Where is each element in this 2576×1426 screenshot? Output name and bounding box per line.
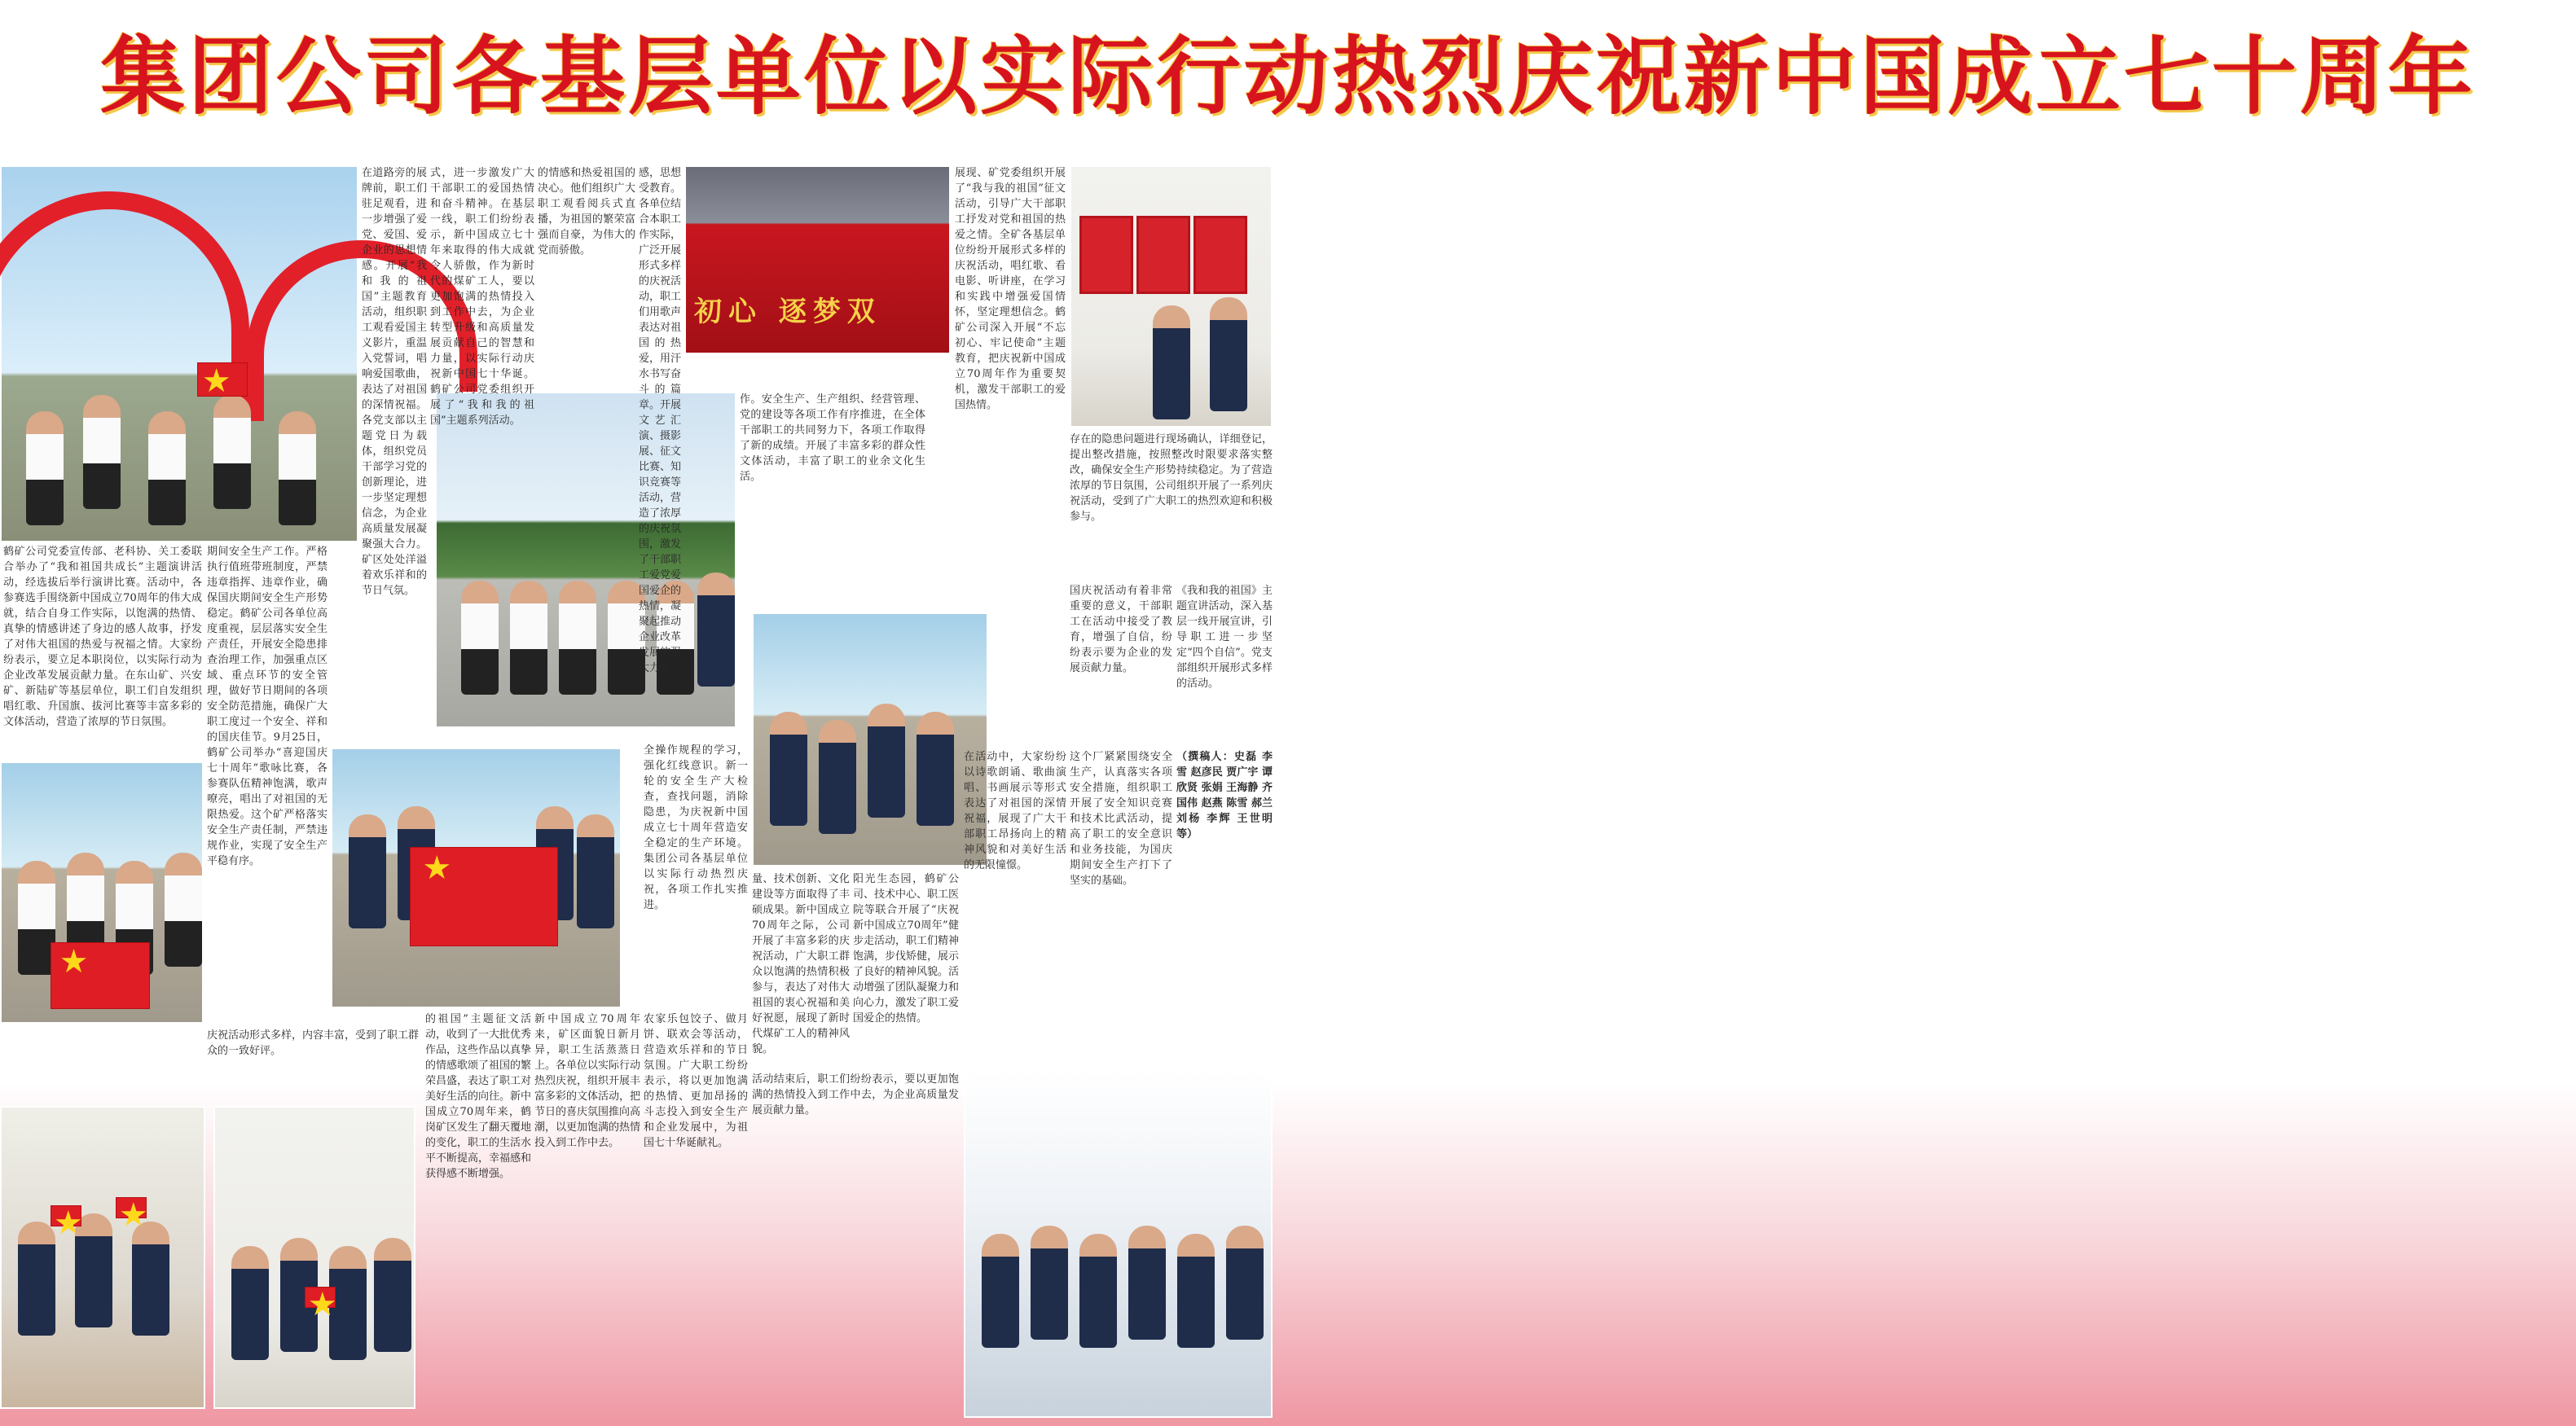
article-column-10: 《我和我的祖国》主题宣讲活动，深入基层一线开展宣讲，引导职工进一步坚定“四个自信”。党支部组织开展形式多样的活动。 [1176,585,1273,690]
small-flag-icon [305,1287,336,1308]
national-flag-icon [51,942,150,1009]
article-column-19: 这个厂紧紧围绕安全生产，认真落实各项安全措施，组织职工开展了安全知识竞赛和技术比武活动，提高了职工的安全意识和业务技能，为国庆期间安全生产打下了坚实的基础。 [1070,751,1172,887]
photo-outdoor-ceremony [0,165,358,542]
article-column-15: 新中国成立70周年来，矿区面貌日新月异，职工生活蒸蒸日上。各单位以实际行动热烈庆祝，组织开展丰富多彩的文体活动，把节日的喜庆氛围推向高潮，以更加饱满的热情投入到工作中去。 [534,1013,641,1149]
article-column-17: 国庆祝活动有着非常重要的意义，干部职工在活动中接受了教育，增强了自信，纷纷表示要为企业的发展贡献力量。 [1070,585,1172,674]
photo-tug-of-war [752,612,988,867]
article-column-8: 展现、矿党委组织开展了“我与我的祖国”征文活动，引导广大干部职工抒发对党和祖国的热爱之情。全矿各基层单位纷纷开展形式多样的庆祝活动，唱红歌、看电影、听讲座，在学习和实践中增强爱国情怀，坚定理想信念。鹤矿公司深入开展“不忘初心、牢记使命”主题教育，把庆祝新中国成立70周年作为重要契机，激发干部职工的爱国热情。 [955,167,1066,411]
article-column-20: （撰稿人：史磊 李雪 赵彦民 贾广宇 谭欣贤 张娟 王海静 齐国伟 赵燕 陈雪 郝兰 刘杨 李辉 王世明 等） [1176,751,1273,840]
article-column-6: 感，思想受教育。各单位结合本职工作实际，广泛开展形式多样的庆祝活动，职工们用歌声表达对祖国的热爱，用汗水书写奋斗的篇章。开展文艺汇演、摄影展、征文比赛、知识竞赛等活动，营造了浓厚的庆祝氛围，激发了干部职工爱党爱国爱企的热情，凝聚起推动企业改革发展的强大力量。 [639,167,682,674]
article-column-21: 活动结束后，职工们纷纷表示，要以更加饱满的热情投入到工作中去，为企业高质量发展贡献力量。 [752,1073,959,1117]
photo-classroom-flags [0,1106,205,1409]
article-column-18: 在活动中，大家纷纷以诗歌朗诵、歌曲演唱、书画展示等形式表达了对祖国的深情祝福，展现了广大干部职工昂扬向上的精神风貌和对美好生活的无限憧憬。 [964,751,1066,871]
article-column-5: 的情感和热爱祖国的决心。他们组织广大职工观看阅兵式直播，为祖国的繁荣富强而自豪，为伟大的党而骄傲。 [538,167,635,257]
article-column-1: 鹤矿公司党委宣传部、老科协、关工委联合举办了“我和祖国共成长”主题演讲活动，经选拔后举行演讲比赛。活动中，各参赛选手围绕新中国成立70周年的伟大成就，结合自身工作实际，以饱满的热情、真挚的情感讲述了身边的感人故事，抒发了对伟大祖国的热爱与祝福之情。大家纷纷表示，要立足本职岗位，以实际行动为企业改革发展贡献力量。在东山矿、兴安矿、新陆矿等基层单位，职工们自发组织唱红歌、升国旗、拔河比赛等丰富多彩的文体活动，营造了浓厚的节日氛围。 [3,546,202,728]
red-display-board [1079,216,1133,294]
page-headline: 集团公司各基层单位以实际行动热烈庆祝新中国成立七十周年 [99,27,2476,126]
article-column-7: 作。安全生产、生产组织、经营管理、党的建设等各项工作有序推进，在全体干部职工的共同努力下，各项工作取得了新的成绩。开展了丰富多彩的群众性文体活动，丰富了职工的业余文化生活。 [740,393,925,483]
photo-group-large-flag [331,748,622,1008]
article-column-3: 在道路旁的展牌前，职工们驻足观看，进一步增强了爱党、爱国、爱企业的思想情感。开展“我和我的祖国”主题教育活动，组织职工观看爱国主义影片，重温入党誓词，唱响爱国歌曲，表达了对祖国的深情祝福。各党支部以主题党日为载体，组织党员干部学习党的创新理论，进一步坚定理想信念，为企业高质量发展凝聚强大合力。矿区处处洋溢着欢乐祥和的节日气氛。 [362,167,427,597]
red-display-board [1193,216,1247,294]
photo-airport-group [964,1069,1273,1418]
national-flag-icon [410,847,558,946]
stage-banner-slogan: 初心 逐梦双 [694,296,881,328]
article-column-12: 量、技术创新、文化建设等方面取得了丰硕成果。新中国成立70周年之际，公司开展了丰富多彩的庆祝活动，广大职工群众以饱满的热情积极参与，表达了对伟大祖国的衷心祝福和美好祝愿，展现了新时代煤矿工人的精神风貌。 [752,873,850,1055]
small-flag-icon [116,1197,147,1218]
photo-indoor-group-flags [213,1106,415,1409]
small-flag-icon [51,1205,81,1226]
article-column-22: 庆祝活动形式多样，内容丰富，受到了职工群众的一致好评。 [207,1029,420,1057]
photo-group-with-flag [0,761,204,1024]
national-flag-icon [197,362,248,397]
photo-parade-forest [435,392,736,728]
article-column-4: 式，进一步激发广大干部职工的爱国热情和奋斗精神。在基层一线，职工们纷纷表示，新中国成立七十年来取得的伟大成就令人骄傲，作为新时代的煤矿工人，要以更加饱满的热情投入到工作中去，为企业转型升级和高质量发展贡献自己的智慧和力量，以实际行动庆祝新中国七十华诞。鹤矿公司党委组织开展了“我和我的祖国”主题系列活动。 [430,167,534,427]
red-display-board [1136,216,1190,294]
article-column-13: 阳光生态园，鹤矿公司、技术中心、职工医院等联合开展了“庆祝新中国成立70周年”健步走活动，职工们精神饱满，步伐矫健，展示了良好的精神风貌。活动增强了团队凝聚力和向心力，激发了职工爱国爱企的热情。 [853,873,960,1025]
article-column-16: 农家乐包饺子、做月饼、联欢会等活动，营造欢乐祥和的节日氛围。广大职工纷纷表示，将以更加饱满的热情、更加昂扬的斗志投入到安全生产和企业发展中，为祖国七十华诞献礼。 [644,1013,748,1149]
article-column-11: 全操作规程的学习，强化红线意识。新一轮的安全生产大检查，查找问题，消除隐患，为庆祝新中国成立七十周年营造安全稳定的生产环境。集团公司各基层单位以实际行动热烈庆祝，各项工作扎实推进。 [644,744,748,911]
article-column-9: 存在的隐患问题进行现场确认，详细登记，提出整改措施，按照整改时限要求落实整改，确保安全生产形势持续稳定。为了营造浓厚的节日氛围，公司组织开展了一系列庆祝活动，受到了广大职工的热烈欢迎和积极参与。 [1070,433,1273,523]
article-column-2: 期间安全生产工作。严格执行值班带班制度，严禁违章指挥、违章作业，确保国庆期间安全生产形势稳定。鹤矿公司各单位高度重视，层层落实安全生产责任，开展安全隐患排查治理工作，加强重点区域、重点环节的安全管理，做好节日期间的各项安全防范措施，确保广大职工度过一个安全、祥和的国庆佳节。9月25日，鹤矿公司举办“喜迎国庆七十周年”歌咏比赛，各参赛队伍精神饱满，歌声嘹亮，唱出了对祖国的无限热爱。这个矿严格落实安全生产责任制，严禁违规作业，实现了安全生产平稳有序。 [207,546,327,867]
article-column-14: 的祖国”主题征文活动，收到了一大批优秀作品，这些作品以真挚的情感歌颂了祖国的繁荣昌盛，表达了职工对美好生活的向往。新中国成立70周年来，鹤岗矿区发生了翻天覆地的变化，职工的生活水平不断提高，幸福感和获得感不断增强。 [425,1013,532,1180]
photo-stage-choir [684,165,951,354]
photo-exhibition-wall [1070,165,1273,428]
